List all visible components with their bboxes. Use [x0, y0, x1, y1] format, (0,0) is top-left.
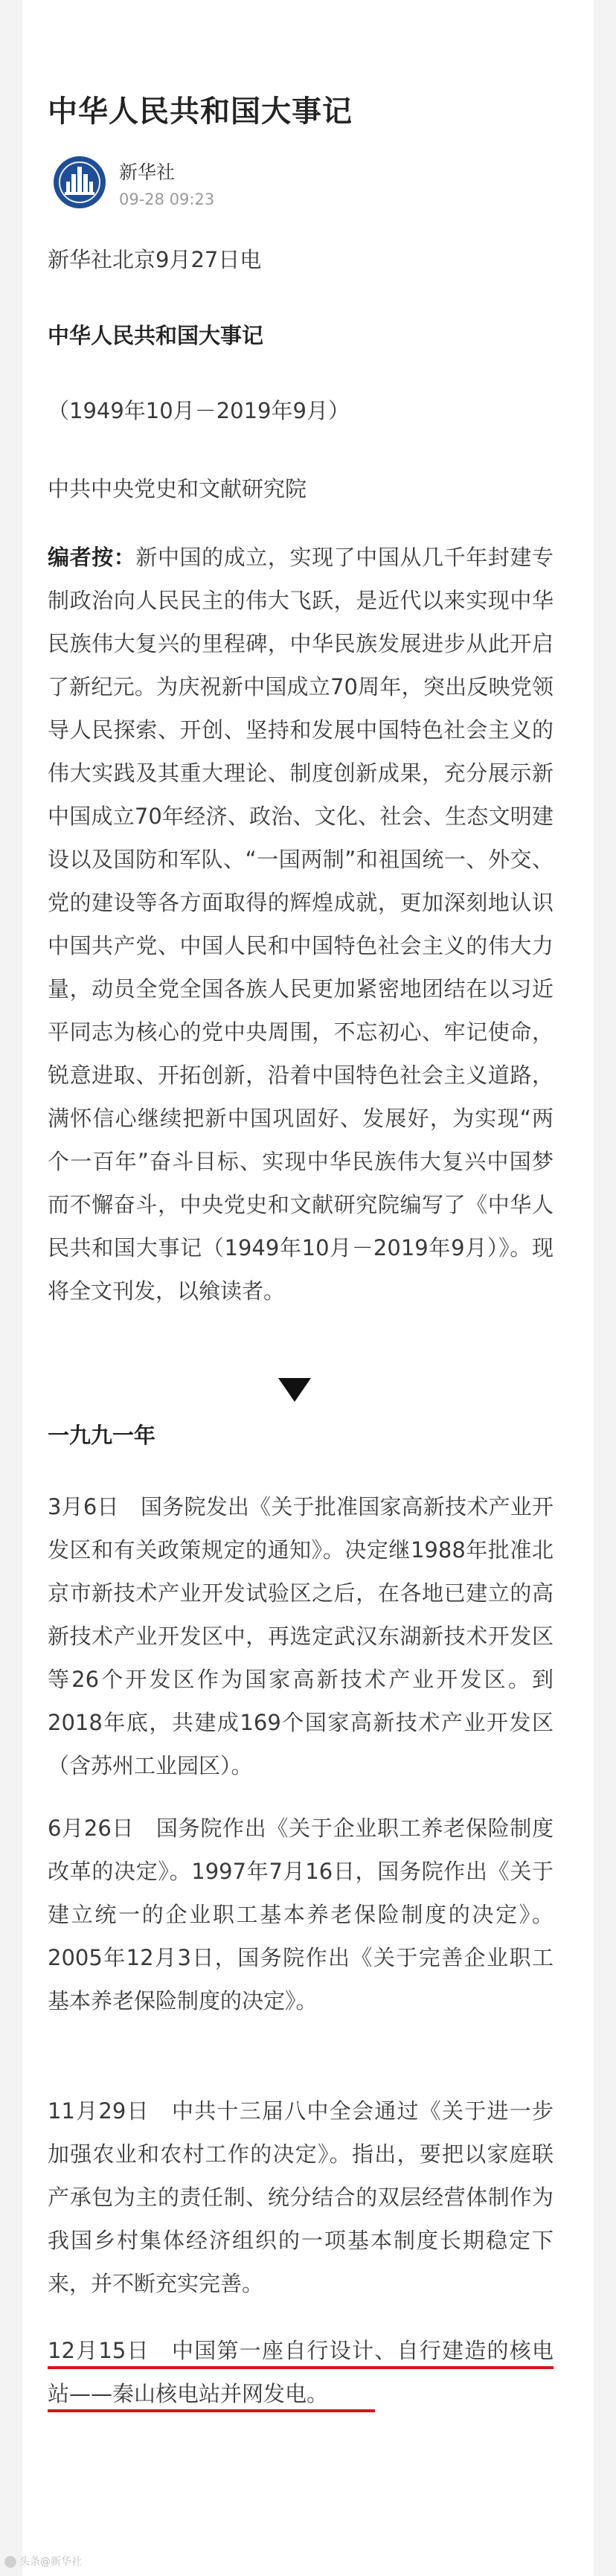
- entry-text: 中共十三届八中全会通过《关于进一步加强农业和农村工作的决定》。指出，要把以家庭联产承包为主的责任制、统分结合的双层经营体制作为我国乡村集体经济组织的一项基本制度长期稳定下来，并不断充实完善。: [48, 2098, 554, 2296]
- year-heading: 一九九一年: [48, 1423, 156, 1448]
- xinhua-logo-icon[interactable]: [54, 156, 106, 208]
- highlight-underline-2: [48, 2409, 375, 2412]
- entry-date: 6月26日: [48, 1816, 135, 1841]
- watermark: [4, 2554, 82, 2569]
- entry-1991-06-26: [48, 1807, 554, 2022]
- entry-text: 中国第一座自行设计、自行建造的核电站——秦山核电站并网发电。: [48, 2338, 554, 2406]
- author: 中共中央党史和文献研究院: [48, 476, 307, 502]
- editor-note-label: 编者按：: [48, 545, 136, 570]
- triangle-down-icon: [278, 1378, 311, 1402]
- entry-1991-11-29: [48, 2089, 554, 2305]
- entry-text: 国务院发出《关于批准国家高新技术产业开发区和有关政策规定的通知》。决定继1988年批准北京市新技术产业开发试验区之后，在各地已建立的高新技术产业开发区中，再选定武汉东湖新技术开发区等26个开发区作为国家高新技术产业开发区。到2018年底，共建成169个国家高新技术产业开发区（含苏州工业园区）。: [48, 1494, 554, 1778]
- period: （1949年10月－2019年9月）: [48, 398, 350, 423]
- article-heading: 中华人民共和国大事记: [48, 323, 264, 348]
- dateline: 新华社北京9月27日电: [48, 247, 262, 272]
- source-name[interactable]: 新华社: [119, 161, 176, 183]
- entry-date: 3月6日: [48, 1494, 119, 1519]
- entry-text: 国务院作出《关于企业职工养老保险制度改革的决定》。1997年7月16日，国务院作出《关于建立统一的企业职工基本养老保险制度的决定》。2005年12月3日，国务院作出《关于完善企业职工基本养老保险制度的决定》。: [48, 1816, 554, 2013]
- entry-1991-03-06: [48, 1485, 554, 1787]
- entry-1991-12-15: [48, 2329, 554, 2415]
- watermark-icon: [4, 2556, 16, 2568]
- editor-note-body: 新中国的成立，实现了中国从几千年封建专制政治向人民民主的伟大飞跃，是近代以来实现中华民族伟大复兴的里程碑，中华民族发展进步从此开启了新纪元。为庆祝新中国成立70周年，突出反映党领导人民探索、开创、坚持和发展中国特色社会主义的伟大实践及其重大理论、制度创新成果，充分展示新中国成立70年经济、政治、文化、社会、生态文明建设以及国防和军队、“一国两制”和祖国统一、外交、党的建设等各方面取得的辉煌成就，更加深刻地认识中国共产党、中国人民和中国特色社会主义的伟大力量，动员全党全国各族人民更加紧密地团结在以习近平同志为核心的党中央周围，不忘初心、牢记使命，锐意进取、开拓创新，沿着中国特色社会主义道路，满怀信心继续把新中国巩固好、发展好，为实现“两个一百年”奋斗目标、实现中华民族伟大复兴中国梦而不懈奋斗，中央党史和文献研究院编写了《中华人民共和国大事记（1949年10月－2019年9月）》。现将全文刊发，以飨读者。: [48, 545, 554, 1304]
- watermark-text: 头条@新华社: [19, 2556, 82, 2568]
- entry-date: 12月15日: [48, 2338, 150, 2363]
- article-title: 中华人民共和国大事记: [48, 94, 353, 129]
- editor-note: [48, 536, 554, 1313]
- publish-time: 09-28 09:23: [119, 190, 215, 208]
- highlight-underline-1: [48, 2366, 554, 2369]
- entry-date: 11月29日: [48, 2098, 150, 2124]
